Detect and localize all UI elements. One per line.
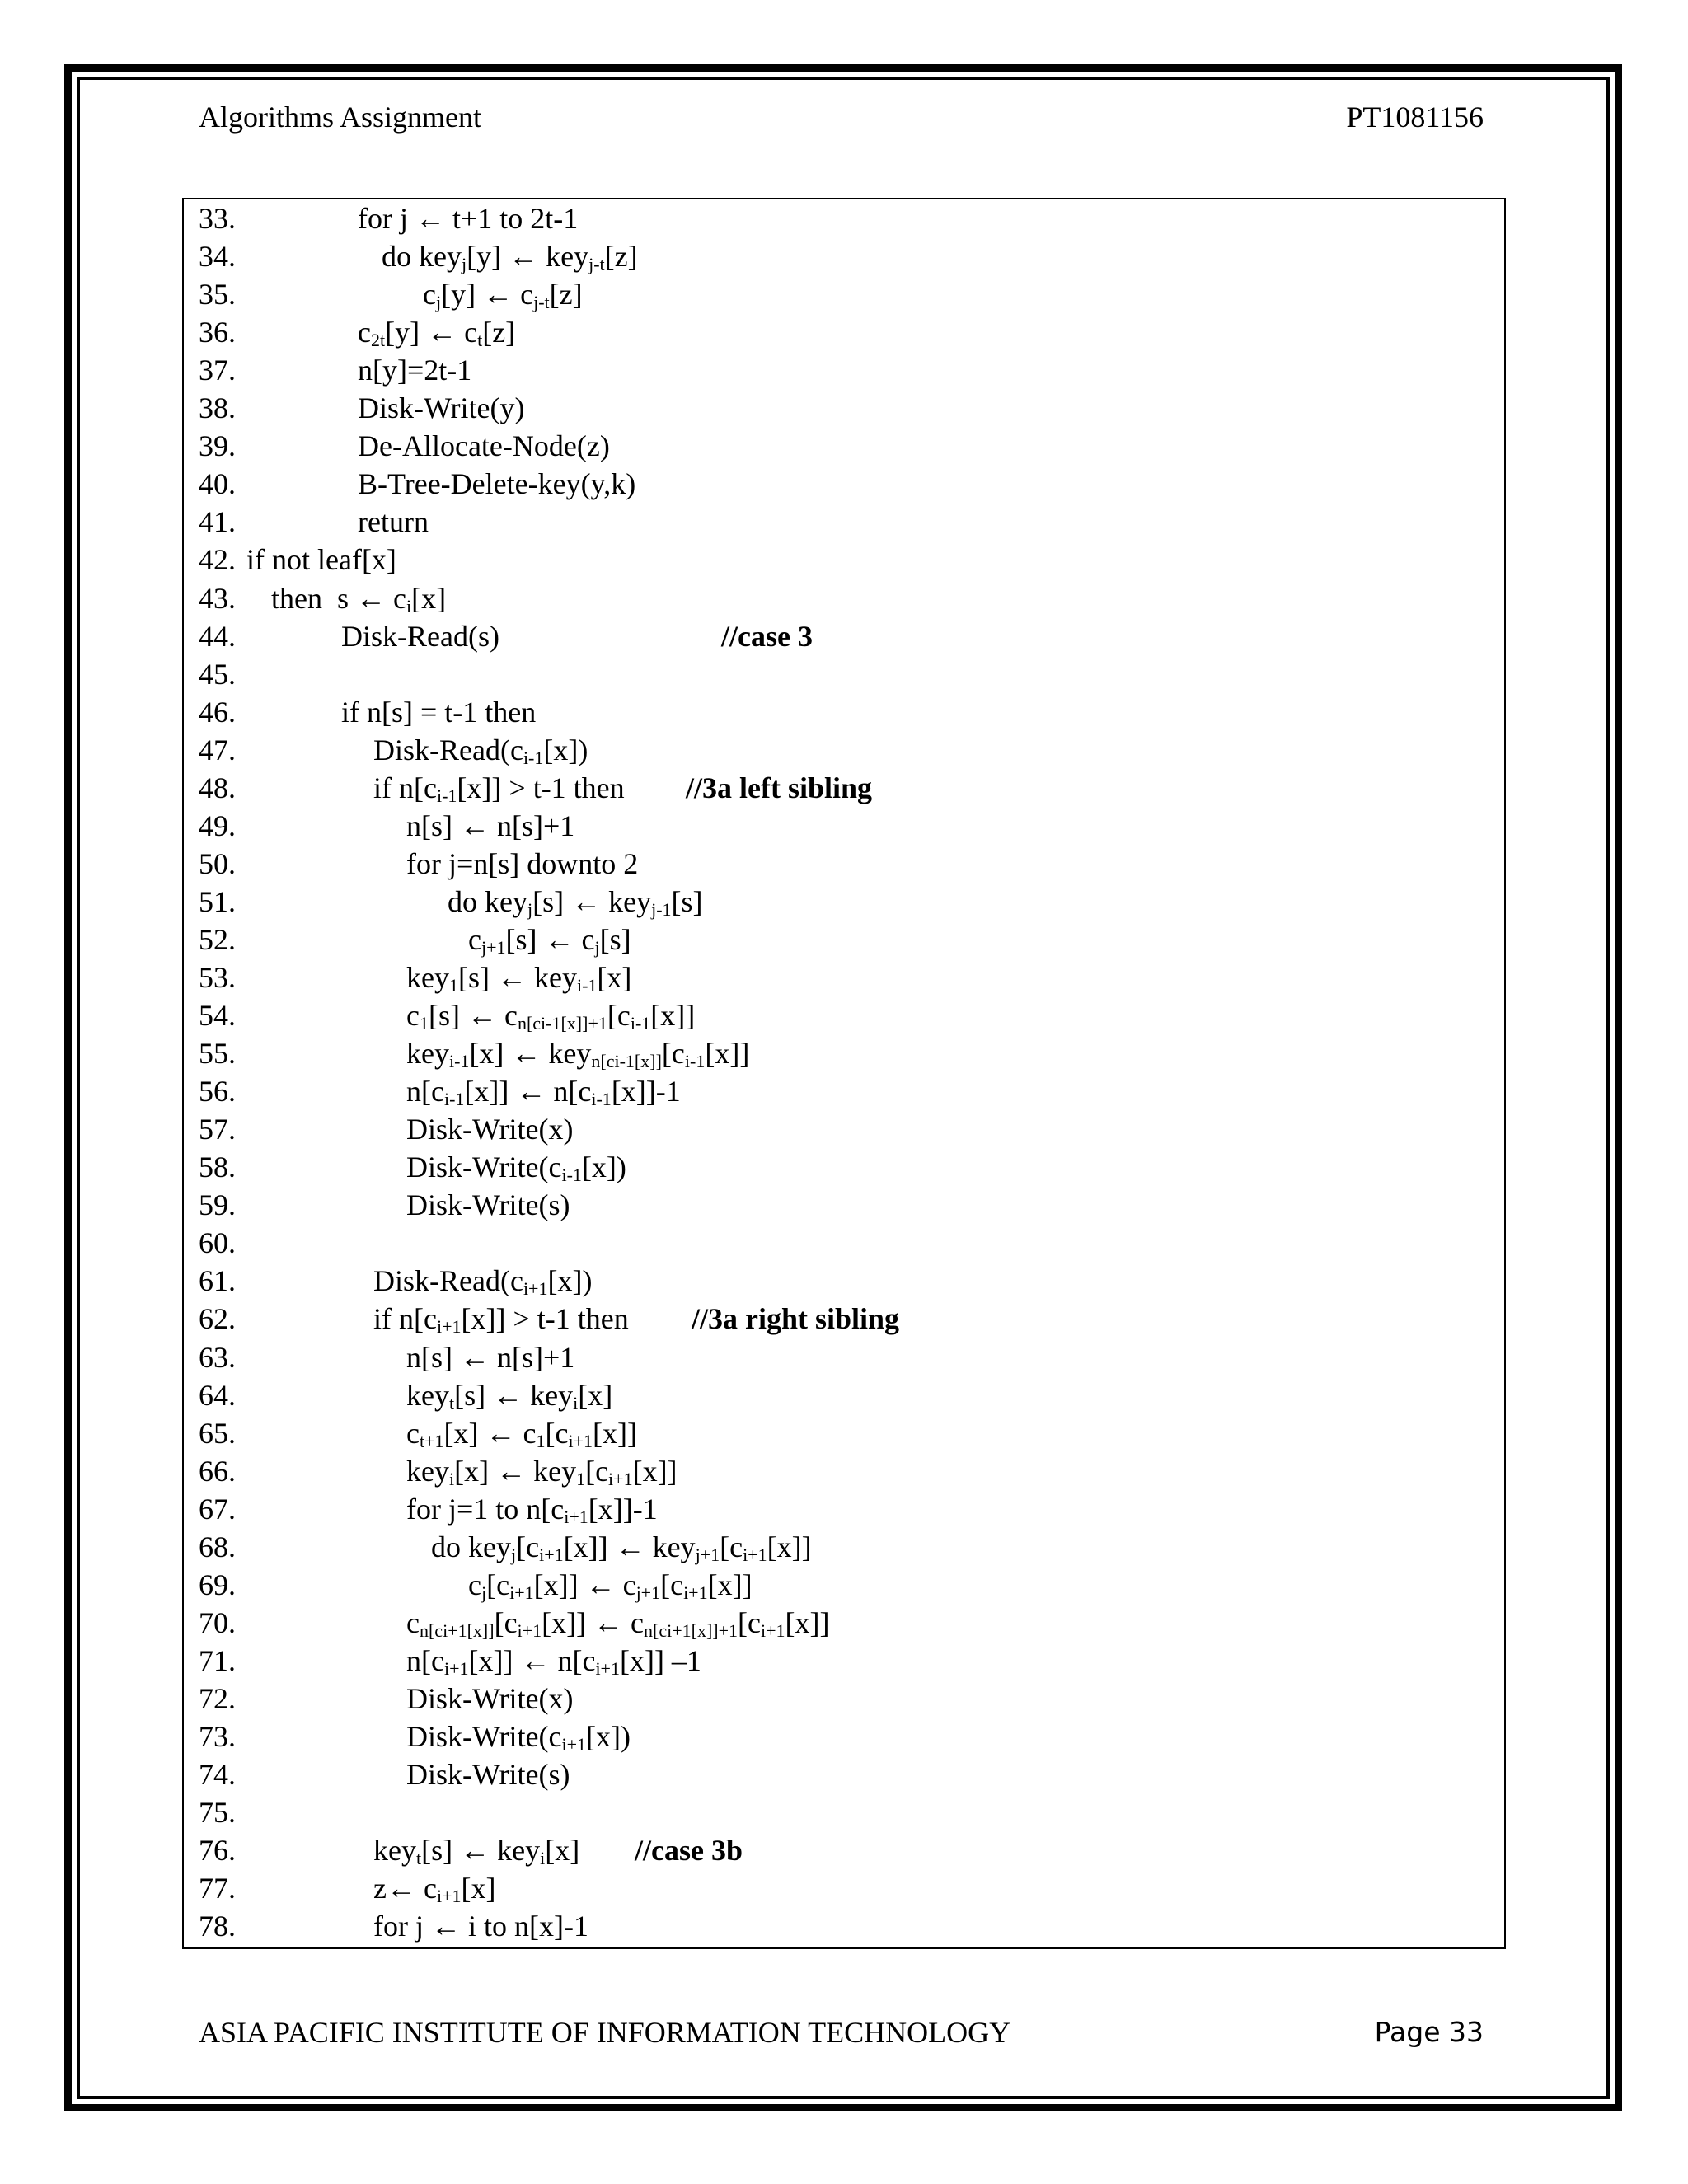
- line-number: 69.: [199, 1568, 236, 1601]
- code-fragment: [x]]: [785, 1605, 830, 1639]
- code-fragment: Disk-Write(s): [406, 1758, 570, 1792]
- code-text: [406, 1072, 681, 1110]
- line-number: 56.: [199, 1075, 236, 1108]
- code-text: [423, 275, 583, 313]
- code-comment: //3a right sibling: [692, 1302, 900, 1336]
- subscript: i+1: [608, 1468, 633, 1489]
- code-fragment: c: [468, 1568, 481, 1601]
- code-text: [406, 1452, 678, 1490]
- subscript: j-t: [533, 292, 550, 313]
- line-number: 68.: [199, 1530, 236, 1563]
- code-text: [431, 1528, 812, 1566]
- code-text: [406, 1718, 631, 1755]
- code-fragment: Disk-Write(y): [358, 391, 525, 425]
- subscript: i+1: [436, 1316, 462, 1338]
- line-number: 71.: [199, 1643, 236, 1677]
- code-fragment: [x]]: [592, 1416, 637, 1450]
- subscript: i+1: [561, 1734, 587, 1755]
- line-number: 65.: [199, 1416, 236, 1450]
- code-fragment: Disk-Write(c: [406, 1151, 562, 1184]
- code-fragment: [c: [516, 1530, 540, 1563]
- line-number: 36.: [199, 316, 236, 349]
- code-fragment: for j ← t+1 to 2t-1: [358, 202, 579, 235]
- code-fragment: [x]]: [767, 1530, 812, 1563]
- code-fragment: [x]] ← n[c: [468, 1643, 596, 1677]
- code-fragment: [c: [494, 1605, 518, 1639]
- line-number: 77.: [199, 1872, 236, 1905]
- code-text: [358, 503, 429, 541]
- line-number: 40.: [199, 467, 236, 501]
- subscript: j+1: [635, 1582, 661, 1603]
- subscript: i+1: [683, 1582, 708, 1603]
- code-text: [468, 921, 631, 958]
- code-fragment: c: [358, 316, 371, 349]
- code-fragment: [x]): [581, 1151, 626, 1184]
- subscript: i: [573, 1392, 579, 1413]
- subscript: j: [435, 292, 442, 313]
- code-fragment: [x]: [597, 961, 632, 994]
- code-fragment: [x]]: [632, 1454, 678, 1488]
- code-text: [406, 845, 638, 883]
- subscript: i+1: [761, 1619, 785, 1641]
- subscript: 1: [576, 1468, 586, 1489]
- code-fragment: [s] ← key: [457, 961, 577, 994]
- subscript: t+1: [419, 1430, 444, 1451]
- subscript: i-1: [561, 1165, 582, 1186]
- subscript: j+1: [481, 936, 506, 958]
- subscript: i+1: [436, 1886, 462, 1907]
- line-number: 64.: [199, 1378, 236, 1412]
- line-number: 61.: [199, 1264, 236, 1298]
- code-text: [373, 1869, 495, 1907]
- subscript: n[ci-1[x]]+1: [517, 1013, 607, 1034]
- subscript: i-1: [436, 785, 457, 806]
- code-fragment: [s] ← key: [532, 884, 652, 918]
- code-fragment: [x]: [578, 1378, 613, 1412]
- code-text: [271, 579, 446, 617]
- code-text: [358, 465, 635, 503]
- line-number: 62.: [199, 1302, 236, 1336]
- line-number: 78.: [199, 1910, 236, 1943]
- code-fragment: for j=n[s] downto 2: [406, 846, 639, 880]
- subscript: j-t: [588, 254, 605, 275]
- code-fragment: [s] ← key: [421, 1834, 541, 1868]
- code-comment: //3a left sibling: [686, 771, 873, 804]
- code-text: [406, 1604, 830, 1642]
- subscript: i: [406, 595, 412, 616]
- code-fragment: [s]: [599, 922, 631, 956]
- code-fragment: [x]]-1: [611, 1075, 681, 1108]
- line-number: 47.: [199, 733, 236, 766]
- line-number: 53.: [199, 961, 236, 994]
- code-fragment: then s ← c: [271, 581, 406, 615]
- code-fragment: [s] ← c: [428, 999, 518, 1033]
- subscript: i-1: [591, 1089, 612, 1110]
- subscript: 1: [536, 1430, 546, 1451]
- subscript: i+1: [564, 1506, 588, 1527]
- subscript: n[ci+1[x]]: [419, 1619, 495, 1641]
- code-text: [406, 1034, 749, 1072]
- subscript: 1: [448, 975, 458, 996]
- subscript: j: [594, 936, 600, 958]
- line-number: 37.: [199, 354, 236, 387]
- code-fragment: do key: [431, 1530, 511, 1563]
- subscript: j: [527, 898, 533, 920]
- line-number: 49.: [199, 808, 236, 842]
- subscript: i: [448, 1468, 455, 1489]
- line-number: 34.: [199, 240, 236, 274]
- code-text: [406, 1490, 658, 1528]
- subscript: i: [540, 1848, 546, 1869]
- code-fragment: [x]): [547, 1264, 593, 1298]
- code-fragment: [x]] –1: [619, 1643, 701, 1677]
- code-fragment: [x]] > t-1 then: [457, 771, 625, 804]
- code-fragment: [c: [585, 1454, 609, 1488]
- line-number: 52.: [199, 922, 236, 956]
- subscript: i+1: [509, 1582, 534, 1603]
- code-fragment: Disk-Read(c: [373, 1264, 523, 1298]
- subscript: i-1: [523, 747, 544, 768]
- code-fragment: [x]] > t-1 then: [461, 1302, 629, 1336]
- subscript: n[ci-1[x]]: [591, 1051, 662, 1072]
- code-fragment: [s] ← key: [454, 1378, 574, 1412]
- code-text: [373, 1262, 592, 1300]
- line-number: 60.: [199, 1226, 236, 1260]
- code-fragment: [z]: [604, 240, 638, 274]
- code-fragment: Disk-Read(s): [341, 619, 499, 653]
- code-text: [373, 769, 625, 807]
- line-number: 46.: [199, 695, 236, 729]
- line-number: 73.: [199, 1720, 236, 1753]
- code-fragment: key: [406, 961, 449, 994]
- code-fragment: [c: [660, 1568, 684, 1601]
- code-text: [448, 883, 703, 921]
- code-text: [358, 427, 610, 465]
- line-number: 76.: [199, 1834, 236, 1868]
- code-fragment: if n[c: [373, 771, 437, 804]
- line-number: 48.: [199, 771, 236, 804]
- code-text: [406, 807, 574, 845]
- subscript: i-1: [684, 1051, 706, 1072]
- code-fragment: [x] ← c: [443, 1416, 537, 1450]
- code-fragment: [x]: [461, 1872, 496, 1905]
- code-text: [406, 1755, 570, 1793]
- code-fragment: return: [358, 505, 429, 539]
- code-fragment: c: [423, 278, 436, 312]
- subscript: 2t: [370, 330, 386, 351]
- line-number: 58.: [199, 1151, 236, 1184]
- line-number: 63.: [199, 1340, 236, 1374]
- line-number: 55.: [199, 1037, 236, 1071]
- line-number: 41.: [199, 505, 236, 539]
- line-number: 75.: [199, 1796, 236, 1830]
- code-comment: //case 3b: [635, 1834, 743, 1868]
- code-text: [406, 1414, 637, 1452]
- code-text: [406, 1148, 626, 1186]
- code-fragment: [s]: [671, 884, 703, 918]
- subscript: i+1: [743, 1544, 767, 1565]
- subscript: t: [448, 1392, 455, 1413]
- line-number: 74.: [199, 1758, 236, 1792]
- subscript: j: [481, 1582, 487, 1603]
- code-fragment: c: [406, 1605, 420, 1639]
- line-number: 59.: [199, 1188, 236, 1222]
- code-text: [341, 693, 536, 731]
- code-text: [406, 1376, 612, 1414]
- subscript: 1: [419, 1013, 429, 1034]
- footer-page-number: Page 33: [1374, 2016, 1484, 2048]
- line-number: 70.: [199, 1605, 236, 1639]
- line-number: 66.: [199, 1454, 236, 1488]
- code-fragment: do key: [448, 884, 528, 918]
- subscript: i-1: [443, 1089, 465, 1110]
- code-fragment: [x]] ← c: [533, 1568, 636, 1601]
- footer-institute: ASIA PACIFIC INSTITUTE OF INFORMATION TECHNOLOGY: [199, 2016, 1011, 2049]
- code-fragment: [c: [607, 999, 631, 1033]
- code-fragment: [y] ← c: [385, 316, 478, 349]
- code-fragment: key: [373, 1834, 416, 1868]
- line-number: 54.: [199, 999, 236, 1033]
- code-text: [358, 389, 524, 427]
- subscript: t: [477, 330, 483, 351]
- code-fragment: B-Tree-Delete-key(y,k): [358, 467, 636, 501]
- code-text: [358, 351, 471, 389]
- code-fragment: Disk-Read(c: [373, 733, 523, 766]
- subscript: j-1: [651, 898, 672, 920]
- code-text: [373, 1831, 579, 1869]
- subscript: j: [461, 254, 467, 275]
- subscript: j+1: [695, 1544, 720, 1565]
- code-fragment: c: [468, 922, 481, 956]
- code-fragment: n[c: [406, 1075, 444, 1108]
- code-text: [373, 1300, 629, 1338]
- code-fragment: [c: [545, 1416, 569, 1450]
- line-number: 42.: [199, 543, 236, 577]
- code-fragment: [x]]: [707, 1568, 753, 1601]
- code-fragment: De-Allocate-Node(z): [358, 429, 610, 463]
- code-text: [406, 1338, 574, 1376]
- subscript: n[ci+1[x]]+1: [644, 1619, 738, 1641]
- code-text: [406, 1680, 573, 1718]
- code-fragment: Disk-Write(x): [406, 1681, 574, 1715]
- code-fragment: [c: [486, 1568, 510, 1601]
- subscript: i-1: [630, 1013, 651, 1034]
- code-text: [373, 731, 588, 769]
- code-fragment: [x] ← key: [454, 1454, 577, 1488]
- subscript: j: [510, 1544, 517, 1565]
- code-fragment: for j ← i to n[x]-1: [373, 1910, 588, 1943]
- code-fragment: [z]: [482, 316, 516, 349]
- header-title: Algorithms Assignment: [199, 101, 482, 134]
- code-fragment: if not leaf[x]: [246, 543, 396, 577]
- code-fragment: z← c: [373, 1872, 437, 1905]
- code-fragment: [x]] ← c: [542, 1605, 645, 1639]
- code-fragment: [z]: [549, 278, 583, 312]
- code-fragment: key: [406, 1037, 449, 1071]
- code-fragment: [x]: [411, 581, 447, 615]
- subscript: i+1: [443, 1657, 469, 1679]
- subscript: i+1: [523, 1278, 548, 1300]
- code-fragment: [y] ← key: [467, 240, 589, 274]
- line-number: 33.: [199, 202, 236, 235]
- code-fragment: [c: [720, 1530, 743, 1563]
- line-number: 45.: [199, 657, 236, 691]
- code-text: [468, 1566, 753, 1604]
- code-fragment: [x]]: [705, 1037, 750, 1071]
- code-text: [406, 1186, 570, 1224]
- code-fragment: c: [406, 1416, 420, 1450]
- line-number: 38.: [199, 391, 236, 425]
- header-student-id: PT1081156: [1346, 101, 1484, 134]
- code-fragment: c: [406, 999, 420, 1033]
- code-fragment: [c: [738, 1605, 761, 1639]
- code-fragment: n[c: [406, 1643, 444, 1677]
- code-text: [246, 541, 396, 579]
- code-fragment: Disk-Write(x): [406, 1113, 574, 1146]
- code-text: [341, 617, 499, 655]
- code-fragment: [x]): [543, 733, 588, 766]
- code-text: [382, 237, 638, 275]
- line-number: 57.: [199, 1113, 236, 1146]
- line-number: 50.: [199, 846, 236, 880]
- line-number: 35.: [199, 278, 236, 312]
- line-number: 43.: [199, 581, 236, 615]
- subscript: t: [415, 1848, 422, 1869]
- subscript: i+1: [539, 1544, 564, 1565]
- code-fragment: [x] ← key: [469, 1037, 592, 1071]
- code-fragment: [c: [661, 1037, 685, 1071]
- line-number: 72.: [199, 1681, 236, 1715]
- code-fragment: [x]]-1: [588, 1492, 658, 1526]
- code-fragment: n[s] ← n[s]+1: [406, 808, 575, 842]
- line-number: 67.: [199, 1492, 236, 1526]
- code-text: [406, 1642, 701, 1680]
- subscript: i-1: [576, 975, 598, 996]
- code-comment: //case 3: [721, 619, 813, 653]
- code-fragment: [s] ← c: [505, 922, 595, 956]
- code-fragment: Disk-Write(s): [406, 1188, 570, 1222]
- subscript: i+1: [517, 1619, 542, 1641]
- code-fragment: [x]): [586, 1720, 631, 1753]
- code-fragment: Disk-Write(c: [406, 1720, 562, 1753]
- code-fragment: n[y]=2t-1: [358, 354, 472, 387]
- code-text: [406, 1110, 573, 1148]
- subscript: i+1: [568, 1430, 593, 1451]
- code-fragment: [x]: [545, 1834, 580, 1868]
- subscript: i-1: [448, 1051, 470, 1072]
- code-fragment: [x]] ← key: [563, 1530, 696, 1563]
- code-fragment: key: [406, 1454, 449, 1488]
- subscript: i+1: [595, 1657, 620, 1679]
- code-fragment: if n[c: [373, 1302, 437, 1336]
- code-fragment: for j=1 to n[c: [406, 1492, 565, 1526]
- code-text: [406, 958, 631, 996]
- line-number: 51.: [199, 884, 236, 918]
- code-text: [373, 1907, 588, 1945]
- code-text: [406, 996, 695, 1034]
- code-fragment: [x]] ← n[c: [464, 1075, 592, 1108]
- line-number: 44.: [199, 619, 236, 653]
- code-text: [358, 199, 578, 237]
- code-fragment: [x]]: [650, 999, 696, 1033]
- code-fragment: if n[s] = t-1 then: [341, 695, 537, 729]
- code-fragment: [y] ← c: [441, 278, 534, 312]
- line-number: 39.: [199, 429, 236, 463]
- code-fragment: do key: [382, 240, 462, 274]
- code-text: [358, 313, 515, 351]
- code-fragment: key: [406, 1378, 449, 1412]
- code-fragment: n[s] ← n[s]+1: [406, 1340, 575, 1374]
